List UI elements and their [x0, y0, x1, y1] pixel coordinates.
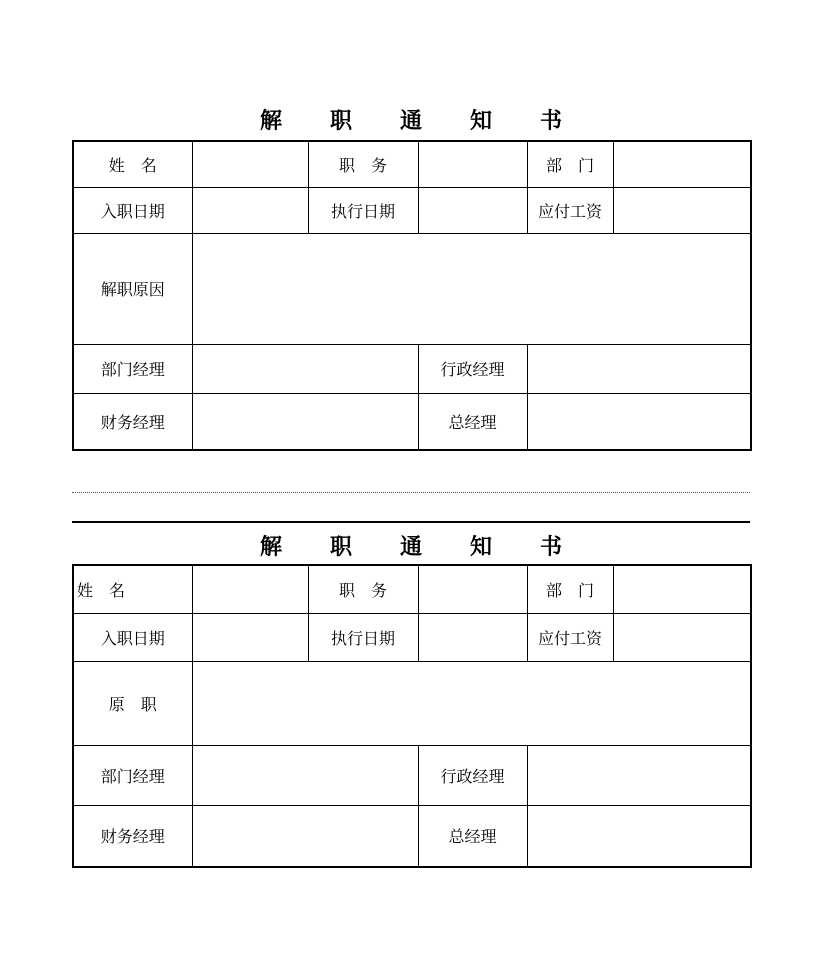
finance-manager-field[interactable] [192, 393, 418, 450]
general-manager-field[interactable] [527, 805, 751, 867]
general-manager-field[interactable] [527, 393, 751, 450]
reason-field[interactable] [192, 661, 751, 745]
title-char: 知 [470, 534, 493, 560]
name-label: 姓 名 [73, 141, 192, 187]
department-field[interactable] [613, 141, 751, 187]
payable-salary-field[interactable] [613, 187, 751, 233]
finance-manager-label: 财务经理 [73, 805, 192, 867]
name-field[interactable] [192, 141, 308, 187]
dept-manager-label: 部门经理 [73, 344, 192, 393]
position-label: 职 务 [308, 141, 418, 187]
admin-manager-label: 行政经理 [418, 344, 527, 393]
title-char: 通 [399, 534, 422, 560]
department-label: 部 门 [527, 141, 613, 187]
title-char: 书 [540, 534, 563, 560]
effective-date-field[interactable] [418, 187, 527, 233]
dept-manager-field[interactable] [192, 344, 418, 393]
department-label: 部 门 [527, 565, 613, 613]
finance-manager-field[interactable] [192, 805, 418, 867]
general-manager-label: 总经理 [418, 393, 527, 450]
payable-salary-field[interactable] [613, 613, 751, 661]
name-label: 姓 名 [73, 565, 192, 613]
dept-manager-label: 部门经理 [73, 745, 192, 805]
finance-manager-label: 财务经理 [73, 393, 192, 450]
hire-date-label: 入职日期 [73, 613, 192, 661]
title-char: 书 [540, 108, 563, 134]
title-char: 通 [399, 108, 422, 134]
reason-field[interactable] [192, 233, 751, 344]
admin-manager-field[interactable] [527, 344, 751, 393]
payable-salary-label: 应付工资 [527, 613, 613, 661]
cut-line [72, 492, 750, 493]
department-field[interactable] [613, 565, 751, 613]
admin-manager-label: 行政经理 [418, 745, 527, 805]
name-field[interactable] [192, 565, 308, 613]
reason-label: 解职原因 [73, 233, 192, 344]
form1-title [72, 104, 750, 135]
effective-date-label: 执行日期 [308, 187, 418, 233]
form2-table [72, 564, 752, 868]
hire-date-label: 入职日期 [73, 187, 192, 233]
dept-manager-field[interactable] [192, 745, 418, 805]
hire-date-field[interactable] [192, 613, 308, 661]
title-char: 知 [470, 108, 493, 134]
title-char: 职 [329, 108, 352, 134]
general-manager-label: 总经理 [418, 805, 527, 867]
title-char: 解 [259, 534, 282, 560]
title-char: 解 [259, 108, 282, 134]
divider [72, 521, 750, 523]
form1-table [72, 140, 752, 451]
hire-date-field[interactable] [192, 187, 308, 233]
form2-title [72, 530, 750, 561]
admin-manager-field[interactable] [527, 745, 751, 805]
title-char: 职 [329, 534, 352, 560]
reason-label: 原 职 [73, 661, 192, 745]
position-label: 职 务 [308, 565, 418, 613]
position-field[interactable] [418, 565, 527, 613]
payable-salary-label: 应付工资 [527, 187, 613, 233]
effective-date-field[interactable] [418, 613, 527, 661]
effective-date-label: 执行日期 [308, 613, 418, 661]
position-field[interactable] [418, 141, 527, 187]
